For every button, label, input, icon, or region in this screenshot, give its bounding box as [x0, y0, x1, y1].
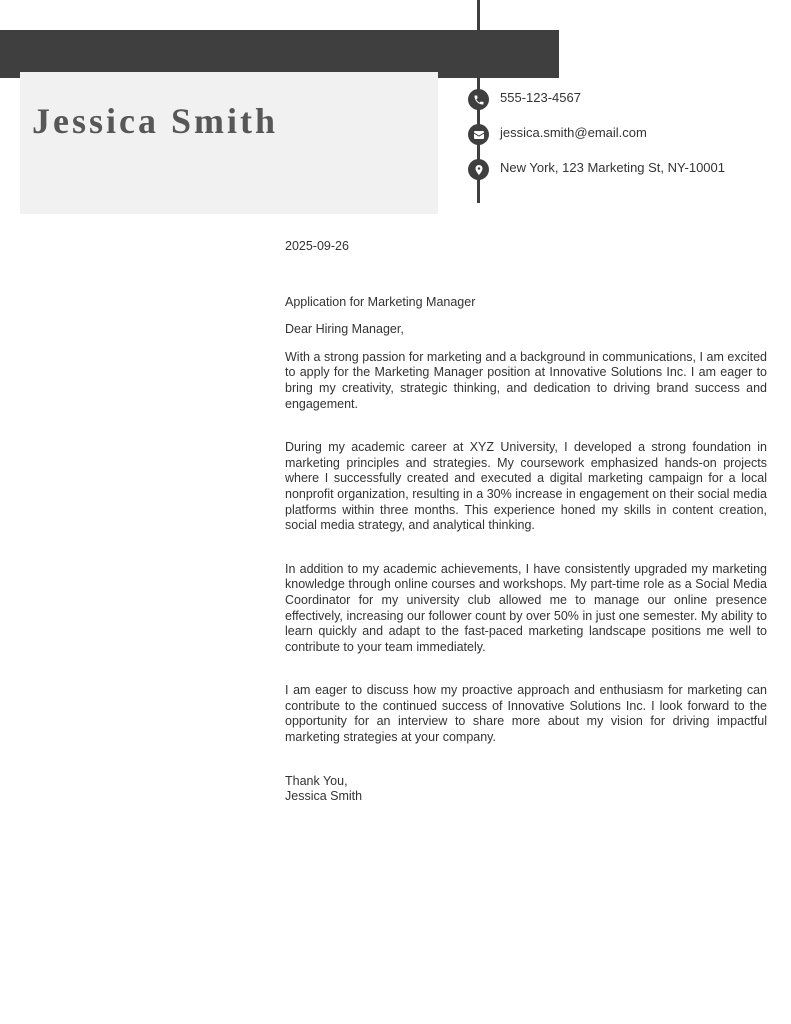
letter-subject: Application for Marketing Manager — [285, 294, 476, 309]
letter-paragraph: With a strong passion for marketing and a background in communications, I am excited to apply for the Marketing Manager position at Innovative Solutions Inc. I am eager to bring my creativity, strategic thinking, and dedication to driving brand success and engagement. — [285, 349, 767, 411]
letter-paragraph: In addition to my academic achievements, I have consistently upgraded my marketing knowledge through online courses and workshops. My part-time role as a Social Media Coordinator for my university club allowed me to manage our online presence effectively, increasing our follower count by over 50% in just one semester. My ability to learn quickly and adapt to the fast-paced marketing landscape positions me well to contribute to your team immediately. — [285, 561, 767, 654]
name-panel — [20, 72, 438, 214]
phone-icon — [468, 89, 489, 110]
letter-date: 2025-09-26 — [285, 239, 349, 253]
address-text: New York, 123 Marketing St, NY-10001 — [500, 160, 725, 175]
phone-text: 555-123-4567 — [500, 90, 581, 105]
location-pin-icon — [468, 159, 489, 180]
letter-paragraph: I am eager to discuss how my proactive approach and enthusiasm for marketing can contribute to the continued success of Innovative Solutions Inc. I look forward to the opportunity for an interview to share more about my vision for driving impactful marketing strategies at your company. — [285, 683, 767, 745]
letter-greeting: Dear Hiring Manager, — [285, 322, 404, 337]
contact-email — [468, 124, 768, 146]
letter-signature: Jessica Smith — [285, 789, 363, 804]
letter-paragraph: During my academic career at XYZ University, I developed a strong foundation in marketing principles and strategies. My coursework emphasized hands-on projects where I successfully created and executed a digital marketing campaign for a local nonprofit organization, resulting in a 30% increase in engagement on their social media platforms within three months. This experience honed my skills in content creation, social media strategy, and analytical thinking. — [285, 440, 767, 533]
email-text: jessica.smith@email.com — [500, 125, 647, 140]
envelope-icon — [468, 124, 489, 145]
letter-body — [285, 239, 767, 805]
contact-phone — [468, 89, 768, 111]
applicant-name: Jessica Smith — [32, 101, 278, 141]
header-bar — [0, 30, 559, 78]
contact-address — [468, 159, 768, 181]
letter-closing: Thank You, — [285, 773, 348, 788]
